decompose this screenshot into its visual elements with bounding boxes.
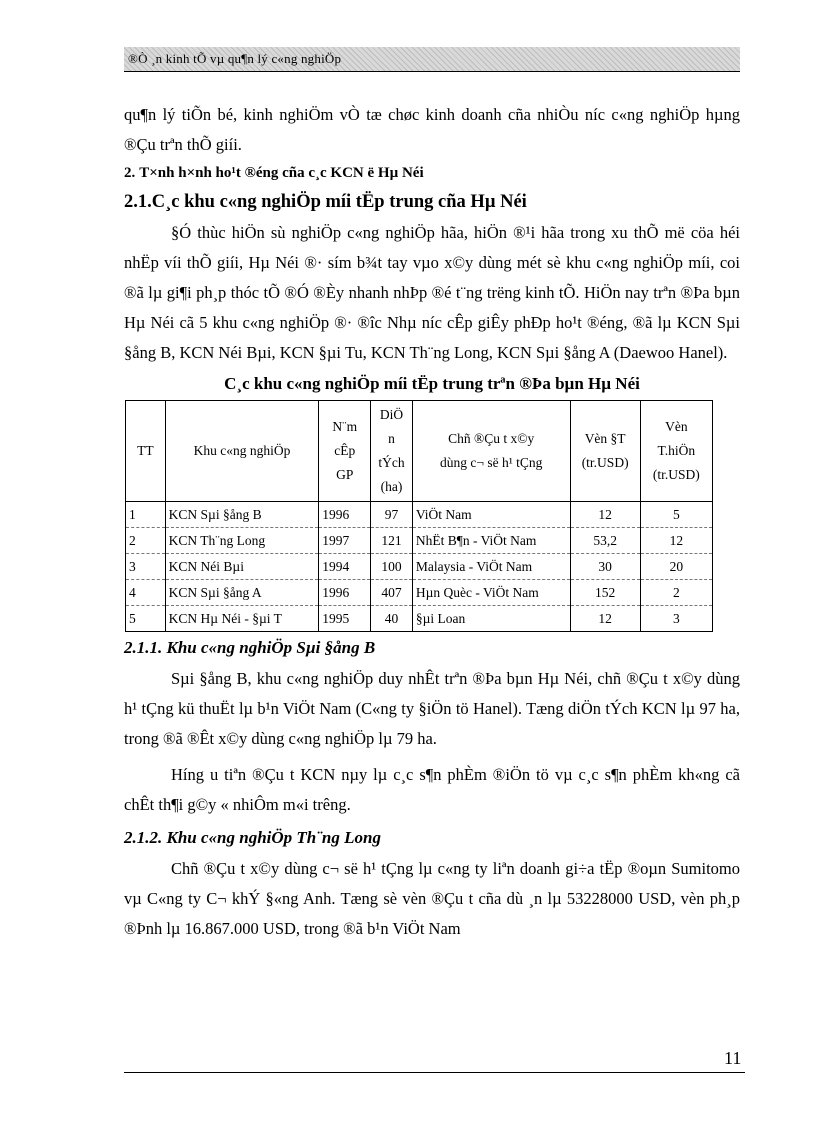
cell-area: 40 bbox=[371, 606, 413, 632]
section-heading-2 bbox=[124, 160, 740, 186]
industrial-zones-table bbox=[125, 400, 713, 632]
cell-year: 1996 bbox=[319, 502, 371, 528]
paragraph-priority: Híng u tiªn ®Çu t KCN nµy lµ c¸c s¶n phÈm ®iÖn tö vµ c¸c s¶n phÈm kh«ng cã chÊt th¶i g©y « nhiÔm m«i trêng. bbox=[124, 765, 740, 814]
cell-zone: KCN Sµi §ång A bbox=[165, 580, 319, 606]
page-header bbox=[124, 47, 740, 72]
paragraph-overview: §Ó thùc hiÖn sù nghiÖp c«ng nghiÖp hãa, hiÖn ®¹i hãa trong xu thÕ më cöa héi nhËp víi thÕ giíi, Hµ Néi ®· sím b¾t tay vµo x©y dùng mét sè khu c«ng nghiÖp míi, coi ®ã lµ gi¶i ph¸p thóc tÕ ®Ó ®Èy nhanh nhÞp ®é t¨ng trëng kinh tÕ. HiÖn nay trªn ®Þa bµn Hµ Néi cã 5 khu c«ng nghiÖp ®· ®îc Nhµ níc cÊp giÊy phÐp ho¹t ®éng, ®ã lµ KCN Sµi §ång B, KCN Néi Bµi, KCN §µi Tu, KCN Th¨ng Long, KCN Sµi §ång A (Daewoo Hanel). bbox=[124, 223, 740, 362]
header-investor-line1: Chñ ®Çu t x©y bbox=[448, 431, 535, 446]
cell-tt: 2 bbox=[126, 528, 166, 554]
header-realized bbox=[640, 401, 712, 502]
header-realized-line3: (tr.USD) bbox=[652, 467, 700, 482]
page-number: 11 bbox=[724, 1048, 742, 1068]
cell-investor: §µi Loan bbox=[412, 606, 570, 632]
cell-area: 100 bbox=[371, 554, 413, 580]
cell-zone: KCN Néi Bµi bbox=[165, 554, 319, 580]
cell-investor: NhËt B¶n - ViÖt Nam bbox=[412, 528, 570, 554]
header-title: ®Ò ¸n kinh tÕ vµ qu¶n lý c«ng nghiÖp bbox=[128, 51, 342, 66]
cell-zone: KCN Sµi §ång B bbox=[165, 502, 319, 528]
section-heading-text: T×nh h×nh ho¹t ®éng cña c¸c KCN ë Hµ Néi bbox=[139, 165, 424, 181]
paragraph-intro: qu¶n lý tiÕn bé, kinh nghiÖm vÒ tæ chøc kinh doanh cña nhiÒu níc c«ng nghiÖp hµng ®Çu trªn thÕ giíi. bbox=[124, 105, 740, 154]
cell-area: 121 bbox=[371, 528, 413, 554]
cell-capital: 152 bbox=[570, 580, 640, 606]
cell-realized: 20 bbox=[640, 554, 712, 580]
cell-zone: KCN Hµ Néi - §µi T bbox=[165, 606, 319, 632]
cell-realized: 3 bbox=[640, 606, 712, 632]
cell-tt: 1 bbox=[126, 502, 166, 528]
cell-realized: 2 bbox=[640, 580, 712, 606]
header-zone: Khu c«ng nghiÖp bbox=[165, 401, 319, 502]
header-capital bbox=[570, 401, 640, 502]
cell-zone: KCN Th¨ng Long bbox=[165, 528, 319, 554]
document-body bbox=[124, 100, 740, 944]
header-area-line3: tÝch bbox=[378, 455, 405, 470]
header-capital-line2: (tr.USD) bbox=[581, 455, 629, 470]
section-number: 2. bbox=[124, 165, 136, 181]
header-area bbox=[371, 401, 413, 502]
cell-year: 1997 bbox=[319, 528, 371, 554]
section-heading-2-1: 2.1.C¸c khu c«ng nghiÖp míi tËp trung cña Hµ Néi bbox=[124, 192, 527, 212]
cell-investor: ViÖt Nam bbox=[412, 502, 570, 528]
cell-tt: 3 bbox=[126, 554, 166, 580]
header-year bbox=[319, 401, 371, 502]
header-realized-line1: Vèn bbox=[665, 419, 688, 434]
cell-tt: 5 bbox=[126, 606, 166, 632]
cell-capital: 12 bbox=[570, 606, 640, 632]
header-year-line1: N¨m bbox=[332, 419, 358, 434]
cell-capital: 53,2 bbox=[570, 528, 640, 554]
header-area-line1: DiÖ bbox=[379, 407, 404, 422]
table-row bbox=[126, 580, 713, 606]
cell-investor: Malaysia - ViÖt Nam bbox=[412, 554, 570, 580]
cell-realized: 5 bbox=[640, 502, 712, 528]
table-row bbox=[126, 554, 713, 580]
cell-year: 1996 bbox=[319, 580, 371, 606]
header-area-line2: n bbox=[388, 431, 395, 446]
header-capital-line1: Vèn §T bbox=[584, 431, 626, 446]
cell-realized: 12 bbox=[640, 528, 712, 554]
cell-capital: 30 bbox=[570, 554, 640, 580]
cell-area: 97 bbox=[371, 502, 413, 528]
table-row bbox=[126, 528, 713, 554]
table-row bbox=[126, 502, 713, 528]
header-year-line3: GP bbox=[336, 467, 354, 482]
header-area-line4: (ha) bbox=[380, 479, 403, 494]
paragraph-sai-dong-b: Sµi §ång B, khu c«ng nghiÖp duy nhÊt trªn ®Þa bµn Hµ Néi, chñ ®Çu t x©y dùng h¹ tÇng kü thuËt lµ b¹n ViÖt Nam (C«ng ty §iÖn tö Hanel). Tæng diÖn tÝch KCN lµ 97 ha, trong ®ã ®Êt x©y dùng c«ng nghiÖp lµ 79 ha. bbox=[124, 669, 740, 748]
cell-year: 1995 bbox=[319, 606, 371, 632]
cell-investor: Hµn Quèc - ViÖt Nam bbox=[412, 580, 570, 606]
header-tt: TT bbox=[126, 401, 166, 502]
header-investor bbox=[412, 401, 570, 502]
section-heading-2-1-2: 2.1.2. Khu c«ng nghiÖp Th¨ng Long bbox=[124, 828, 381, 847]
header-investor-line2: dùng c¬ së h¹ tÇng bbox=[439, 455, 543, 470]
header-realized-line2: T.hiÖn bbox=[657, 443, 696, 458]
table-header-row bbox=[126, 401, 713, 502]
cell-area: 407 bbox=[371, 580, 413, 606]
table-title: C¸c khu c«ng nghiÖp míi tËp trung trªn ®Þa bµn Hµ Néi bbox=[224, 374, 640, 393]
cell-year: 1994 bbox=[319, 554, 371, 580]
cell-capital: 12 bbox=[570, 502, 640, 528]
footer-divider bbox=[124, 1072, 745, 1073]
table-row bbox=[126, 606, 713, 632]
header-year-line2: cÊp bbox=[334, 443, 356, 458]
section-heading-2-1-1: 2.1.1. Khu c«ng nghiÖp Sµi §ång B bbox=[124, 638, 376, 657]
cell-tt: 4 bbox=[126, 580, 166, 606]
paragraph-thang-long: Chñ ®Çu t x©y dùng c¬ së h¹ tÇng lµ c«ng ty liªn doanh gi÷a tËp ®oµn Sumitomo vµ C«ng ty C¬ khÝ §«ng Anh. Tæng sè vèn ®Çu t cña dù ¸n lµ 53228000 USD, vèn ph¸p ®Þnh lµ 16.867.000 USD, trong ®ã b¹n ViÖt Nam bbox=[124, 859, 740, 938]
